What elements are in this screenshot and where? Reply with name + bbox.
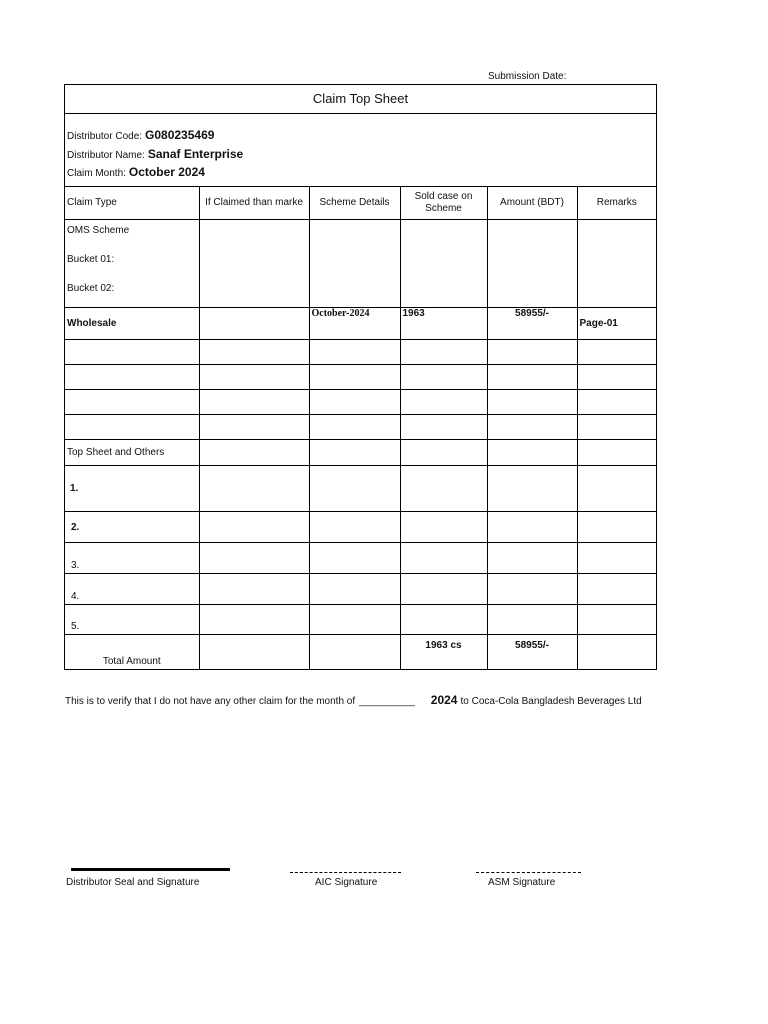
numbered-row	[65, 574, 656, 605]
total-amount: 58955/-	[487, 635, 577, 669]
row-number-5: 5.	[65, 605, 199, 635]
distributor-code-line	[67, 128, 214, 142]
verify-year: 2024	[430, 693, 458, 707]
top-sheet-row	[65, 440, 656, 466]
numbered-row	[65, 543, 656, 574]
total-row	[65, 635, 656, 669]
claim-month-line	[67, 165, 205, 179]
empty-row	[65, 340, 656, 365]
top-sheet-label: Top Sheet and Others	[65, 440, 199, 466]
distributor-name-label: Distributor Name:	[67, 150, 145, 161]
submission-date-label: Submission Date:	[488, 71, 567, 82]
bucket-01-label: Bucket 01:	[67, 254, 115, 265]
row-number-1: 1.	[65, 466, 199, 512]
empty-row	[65, 365, 656, 390]
header-sold-case: Sold case on Scheme	[400, 187, 487, 220]
row-number-3: 3.	[65, 543, 199, 574]
header-remarks: Remarks	[577, 187, 656, 220]
wholesale-row	[65, 308, 656, 340]
verify-text: This is to verify that I do not have any other claim for the month of	[65, 696, 356, 707]
row-number-2: 2.	[65, 512, 199, 543]
wholesale-sold-case: 1963	[400, 308, 487, 340]
claim-month-value: October 2024	[128, 165, 205, 179]
wholesale-remarks: Page-01	[577, 308, 656, 340]
distributor-code-value: G080235469	[145, 128, 215, 142]
oms-scheme-label: OMS Scheme	[67, 225, 130, 236]
wholesale-label: Wholesale	[65, 308, 199, 340]
distributor-signature-label: Distributor Seal and Signature	[66, 877, 200, 888]
claim-table	[65, 187, 656, 669]
wholesale-amount: 58955/-	[487, 308, 577, 340]
verify-month-blank: __________	[359, 696, 415, 707]
row-number-4: 4.	[65, 574, 199, 605]
claim-month-label: Claim Month:	[67, 168, 126, 179]
sheet-title: Claim Top Sheet	[65, 85, 656, 114]
verification-statement	[65, 693, 642, 707]
total-sold-case: 1963 cs	[400, 635, 487, 669]
claim-top-sheet	[64, 84, 657, 670]
numbered-row	[65, 605, 656, 635]
aic-signature-label: AIC Signature	[315, 877, 378, 888]
oms-cell	[65, 220, 199, 308]
distributor-name-line	[67, 147, 243, 161]
distributor-name-value: Sanaf Enterprise	[147, 147, 244, 161]
bucket-02-label: Bucket 02:	[67, 283, 115, 294]
total-label: Total Amount	[65, 635, 199, 669]
header-scheme-details: Scheme Details	[309, 187, 400, 220]
empty-row	[65, 415, 656, 440]
oms-row	[65, 220, 656, 308]
header-amount: Amount (BDT)	[487, 187, 577, 220]
numbered-row	[65, 512, 656, 543]
distributor-code-label: Distributor Code:	[67, 131, 143, 142]
distributor-info	[65, 114, 656, 187]
asm-signature-line	[476, 872, 581, 873]
header-row	[65, 187, 656, 220]
empty-row	[65, 390, 656, 415]
verify-company: to Coca-Cola Bangladesh Beverages Ltd	[460, 696, 642, 707]
aic-signature-line	[290, 872, 401, 873]
asm-signature-label: ASM Signature	[488, 877, 556, 888]
header-if-claimed: If Claimed than marke	[199, 187, 309, 220]
distributor-signature-line	[71, 868, 230, 871]
numbered-row	[65, 466, 656, 512]
header-claim-type: Claim Type	[65, 187, 199, 220]
wholesale-scheme-details: October-2024	[309, 308, 400, 340]
